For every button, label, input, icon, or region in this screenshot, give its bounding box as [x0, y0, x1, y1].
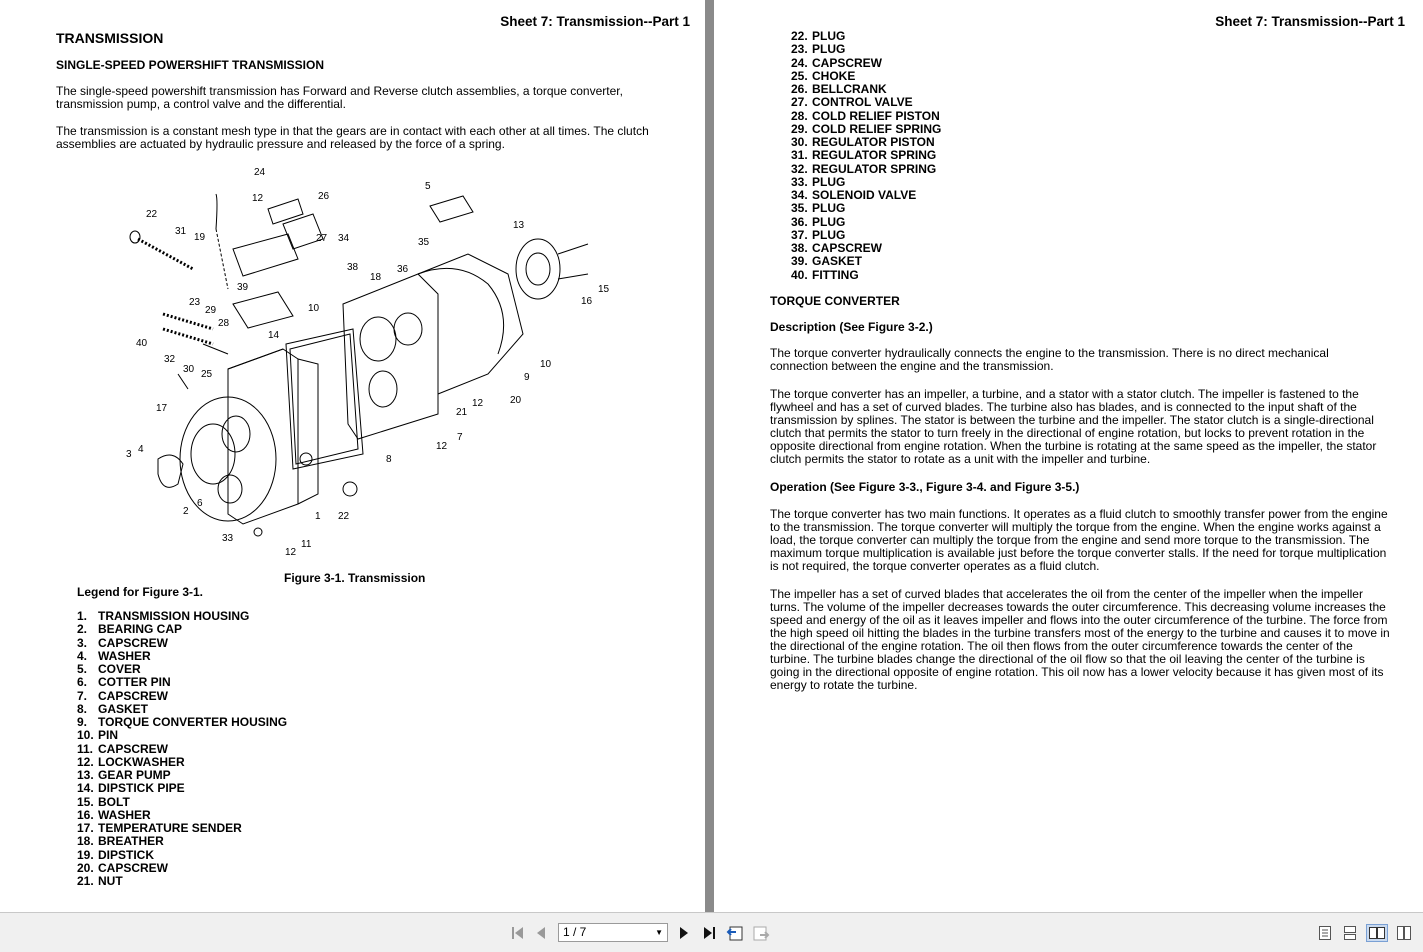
facing-view-button[interactable] [1366, 924, 1388, 942]
continuous-view-button[interactable] [1341, 924, 1359, 942]
single-page-view-button[interactable] [1316, 924, 1334, 942]
callout: 15 [598, 284, 610, 295]
legend-item: 5. COVER [77, 662, 141, 676]
legend-item: 36. PLUG [791, 214, 846, 229]
last-page-icon [701, 926, 717, 940]
callout: 39 [237, 282, 249, 293]
legend-item: 24. CAPSCREW [791, 55, 883, 70]
left-page [0, 0, 705, 912]
section-title: TRANSMISSION [56, 30, 164, 46]
legend-list [77, 610, 287, 888]
callout: 8 [386, 454, 392, 465]
legend-item: 23. PLUG [791, 42, 846, 57]
callout: 7 [457, 432, 463, 443]
legend-item: 21. NUT [77, 874, 123, 888]
legend-item: 26. BELLCRANK [791, 82, 887, 96]
legend-item: 15. BOLT [77, 794, 130, 809]
legend-item: 33. PLUG [791, 174, 846, 189]
chevron-down-icon: ▼ [655, 928, 663, 937]
legend-item: 14. DIPSTICK PIPE [77, 781, 185, 796]
legend-item: 10. PIN [77, 728, 119, 743]
legend-item: 31. REGULATOR SPRING [791, 148, 937, 163]
legend-item: 22. PLUG [791, 29, 846, 43]
legend-item: 2. BEARING CAP [77, 622, 183, 637]
operation-heading: Operation (See Figure 3-3., Figure 3-4. and Figure 3-5.) [770, 480, 1080, 494]
callout: 13 [513, 220, 525, 231]
callout: 34 [338, 233, 350, 244]
forward-view-icon [752, 924, 770, 942]
legend-item: 34. SOLENOID VALVE [791, 188, 917, 202]
continuous-facing-icon [1396, 925, 1412, 941]
legend-item: 40. FITTING [791, 267, 859, 282]
legend-item: 39. GASKET [791, 254, 863, 269]
callout: 35 [418, 237, 430, 248]
page-number-select[interactable] [558, 923, 668, 942]
callout: 4 [138, 444, 144, 455]
callout: 31 [175, 226, 187, 237]
legend-item: 13. GEAR PUMP [77, 768, 171, 782]
description-heading: Description (See Figure 3-2.) [770, 320, 933, 334]
legend-item: 16. WASHER [77, 807, 151, 822]
next-page-icon [678, 926, 690, 940]
callout: 22 [338, 511, 350, 522]
callout: 38 [347, 262, 359, 273]
callout: 21 [456, 407, 468, 418]
operation-paragraph-2: The impeller has a set of curved blades that accelerates the oil from the center of the impeller when the impeller turns. The volume of the impeller decreases towards the outer circumference. This decreasing volume increases the speed and energy of the oil as it leaves impeller and flows into the outer circumference of the turbine. The force from the high speed oil hitting the blades in the turbine transfers most of the energy to the turbine and causes it to move in the directional of the engine rotation. The oil then flows from the outer circumference towards the center of the turbine. The turbine blades change the directional of the oil flow so that the oil leaving the center of the turbine is going in the directional opposite of engine rotation. This oil now has a lower velocity because it has given most of its energy to rotate the turbine. [770, 587, 1390, 692]
go-back-button[interactable] [726, 924, 744, 942]
callout: 23 [189, 297, 201, 308]
legend-item: 29. COLD RELIEF SPRING [791, 121, 942, 136]
callout: 11 [301, 539, 312, 550]
callout: 25 [201, 369, 213, 380]
operation-paragraph-1: The torque converter has two main functions. It operates as a fluid clutch to smoothly transfer power from the engine to the transmission. The torque converter will multiply the torque from the engine. When the engine works against a load, the torque converter can multiply the torque from the engine and send more torque to the transmission. The maximum torque multiplication is available just before the torque converter stalls. If the need for torque multiplication is not required, the torque converter operates as a fluid clutch. [770, 507, 1388, 573]
callout: 32 [164, 354, 176, 365]
legend-item: 17. TEMPERATURE SENDER [77, 821, 242, 835]
legend-item: 37. PLUG [791, 227, 846, 242]
callout: 18 [370, 272, 382, 283]
transmission-exploded-diagram [118, 164, 618, 564]
intro-paragraph: The single-speed powershift transmission has Forward and Reverse clutch assemblies, a torque converter, transmission pump, a control valve and the differential. [56, 84, 623, 111]
torque-converter-heading: TORQUE CONVERTER [770, 294, 900, 308]
legend-item: 28. COLD RELIEF PISTON [791, 108, 940, 123]
legend-list-continued [791, 30, 941, 282]
first-page-button[interactable] [509, 924, 527, 942]
legend-item: 18. BREATHER [77, 834, 164, 849]
legend-item: 38. CAPSCREW [791, 241, 883, 255]
legend-item: 11. CAPSCREW [77, 741, 169, 756]
callout: 12 [472, 398, 484, 409]
legend-title: Legend for Figure 3-1. [77, 585, 204, 599]
callout: 1 [315, 511, 321, 522]
callout: 12 [436, 441, 448, 452]
facing-pages-icon [1368, 926, 1386, 940]
sheet-header: Sheet 7: Transmission--Part 1 [1215, 14, 1405, 29]
callout: 33 [222, 533, 234, 544]
legend-item: 19. DIPSTICK [77, 847, 155, 862]
description-paragraph-1: The torque converter hydraulically connects the engine to the transmission. There is no direct mechanical connection between the engine and the transmission. [770, 346, 1329, 373]
callout: 12 [285, 547, 297, 558]
last-page-button[interactable] [700, 924, 718, 942]
callout: 16 [581, 296, 593, 307]
callout: 24 [254, 167, 266, 178]
callout: 20 [510, 395, 522, 406]
callout: 26 [318, 191, 330, 202]
legend-item: 1. TRANSMISSION HOUSING [77, 609, 250, 623]
continuous-facing-view-button[interactable] [1395, 924, 1413, 942]
legend-item: 20. CAPSCREW [77, 860, 169, 875]
callout: 14 [268, 330, 280, 341]
previous-page-button[interactable] [532, 924, 550, 942]
legend-item: 12. LOCKWASHER [77, 754, 185, 769]
first-page-icon [510, 926, 526, 940]
single-page-icon [1318, 925, 1332, 941]
go-forward-button[interactable] [752, 924, 770, 942]
legend-item: 7. CAPSCREW [77, 688, 169, 703]
legend-item: 35. PLUG [791, 201, 846, 216]
mesh-paragraph: The transmission is a constant mesh type in that the gears are in contact with each other at all times. The clutch assemblies are actuated by hydraulic pressure and released by the force of a spring. [56, 124, 649, 151]
callout: 2 [183, 506, 189, 517]
callout: 3 [126, 449, 132, 460]
callout: 22 [146, 209, 158, 220]
callout: 27 [316, 233, 328, 244]
callout: 17 [156, 403, 168, 414]
figure-caption: Figure 3-1. Transmission [284, 571, 426, 585]
callout: 19 [194, 232, 206, 243]
legend-item: 6. COTTER PIN [77, 675, 171, 690]
viewer-toolbar [0, 912, 1423, 952]
continuous-page-icon [1343, 925, 1357, 941]
legend-item: 3. CAPSCREW [77, 635, 169, 650]
legend-item: 25. CHOKE [791, 68, 856, 83]
callout: 10 [308, 303, 320, 314]
legend-item: 32. REGULATOR SPRING [791, 161, 937, 176]
page-number-value: 1 / 7 [563, 925, 587, 939]
callout: 29 [205, 305, 217, 316]
legend-item: 8. GASKET [77, 701, 149, 716]
legend-item: 4. WASHER [77, 648, 151, 663]
callout: 40 [136, 338, 148, 349]
legend-item: 9. TORQUE CONVERTER HOUSING [77, 715, 288, 729]
previous-page-icon [535, 926, 547, 940]
sheet-header: Sheet 7: Transmission--Part 1 [500, 14, 690, 29]
back-view-icon [726, 924, 744, 942]
subsection-title: SINGLE-SPEED POWERSHIFT TRANSMISSION [56, 58, 325, 72]
right-page [714, 0, 1423, 912]
callout: 30 [183, 364, 195, 375]
callout: 36 [397, 264, 409, 275]
next-page-button[interactable] [675, 924, 693, 942]
callout: 9 [524, 372, 530, 383]
legend-item: 30. REGULATOR PISTON [791, 135, 935, 149]
callout: 12 [252, 193, 264, 204]
legend-item: 27. CONTROL VALVE [791, 95, 913, 110]
callout: 28 [218, 318, 230, 329]
callout: 5 [425, 181, 431, 192]
callout: 10 [540, 359, 552, 370]
description-paragraph-2: The torque converter has an impeller, a turbine, and a stator with a stator clutch. The impeller is fastened to the flywheel and has a set of curved blades. The turbine also has blades, and is connected to the input shaft of the transmission by splines. The stator is between the turbine and the impeller. The stator clutch is a single-directional clutch that permits the stator to turn freely in the directional of engine rotation, but locks to prevent rotation in the opposite directional from engine rotation. When the turbine is rotating at the same speed as the impeller, the stator clutch permits the stator to rotate as a unit with the impeller and turbine. [770, 387, 1377, 466]
callout: 6 [197, 498, 203, 509]
